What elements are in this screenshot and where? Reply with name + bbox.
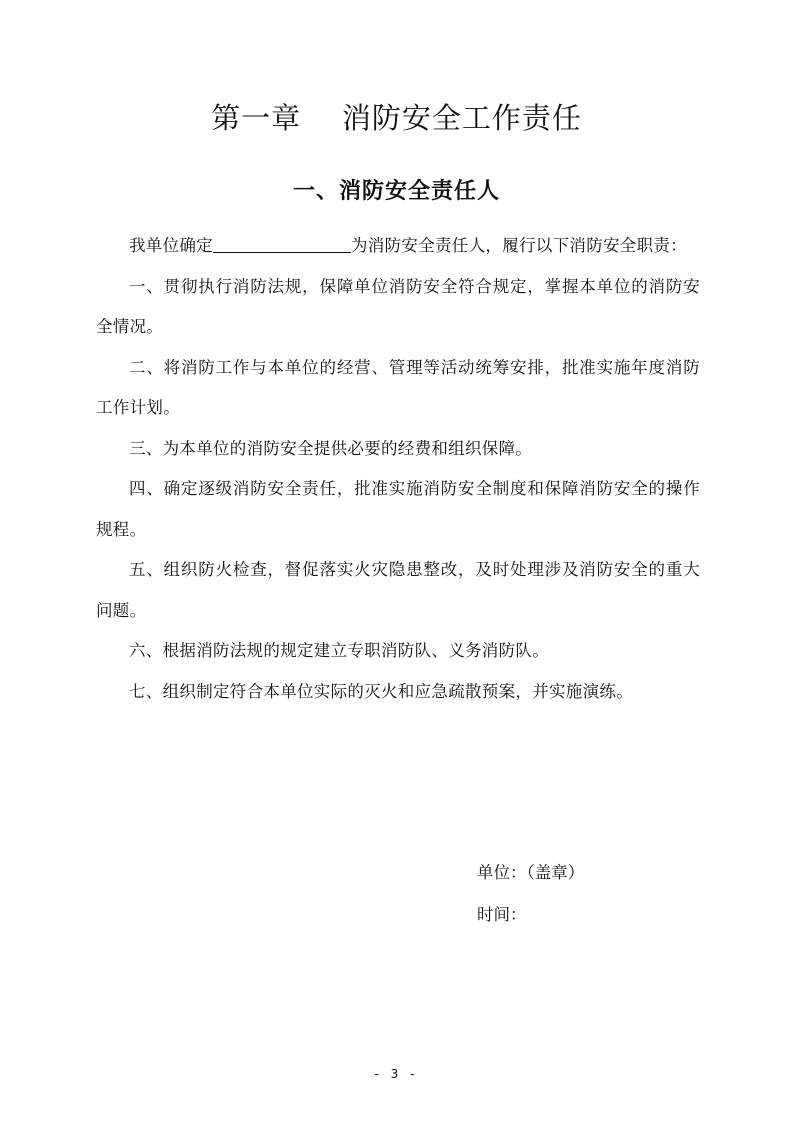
page-number: - 3 -	[374, 1067, 419, 1081]
document-body	[96, 226, 700, 712]
duty-item-5: 五、组织防火检查，督促落实火灾隐患整改，及时处理涉及消防安全的重大问题。	[96, 560, 700, 620]
signature-unit: 单位：（盖章）	[477, 863, 585, 882]
duty-item-2: 二、将消防工作与本单位的经营、管理等活动统筹安排，批准实施年度消防工作计划。	[96, 357, 700, 417]
signature-time: 时间：	[477, 905, 527, 924]
duty-item-4: 四、确定逐级消防安全责任，批准实施消防安全制度和保障消防安全的操作规程。	[96, 479, 700, 539]
intro-text-after: 为消防安全责任人，履行以下消防安全职责：	[351, 236, 687, 255]
chapter-title: 第一章 消防安全工作责任	[211, 101, 582, 135]
responsible-person-blank[interactable]	[213, 234, 351, 253]
duty-item-6: 六、根据消防法规的规定建立专职消防队、义务消防队。	[129, 641, 549, 660]
section-title: 一、消防安全责任人	[292, 179, 500, 204]
intro-text-before: 我单位确定	[129, 236, 213, 255]
duty-item-3: 三、为本单位的消防安全提供必要的经费和组织保障。	[129, 438, 533, 458]
duty-item-1: 一、贯彻执行消防法规，保障单位消防安全符合规定，掌握本单位的消防安全情况。	[96, 276, 700, 336]
duty-item-7: 七、组织制定符合本单位实际的灭火和应急疏散预案，并实施演练。	[129, 681, 633, 701]
intro-paragraph	[96, 226, 700, 267]
